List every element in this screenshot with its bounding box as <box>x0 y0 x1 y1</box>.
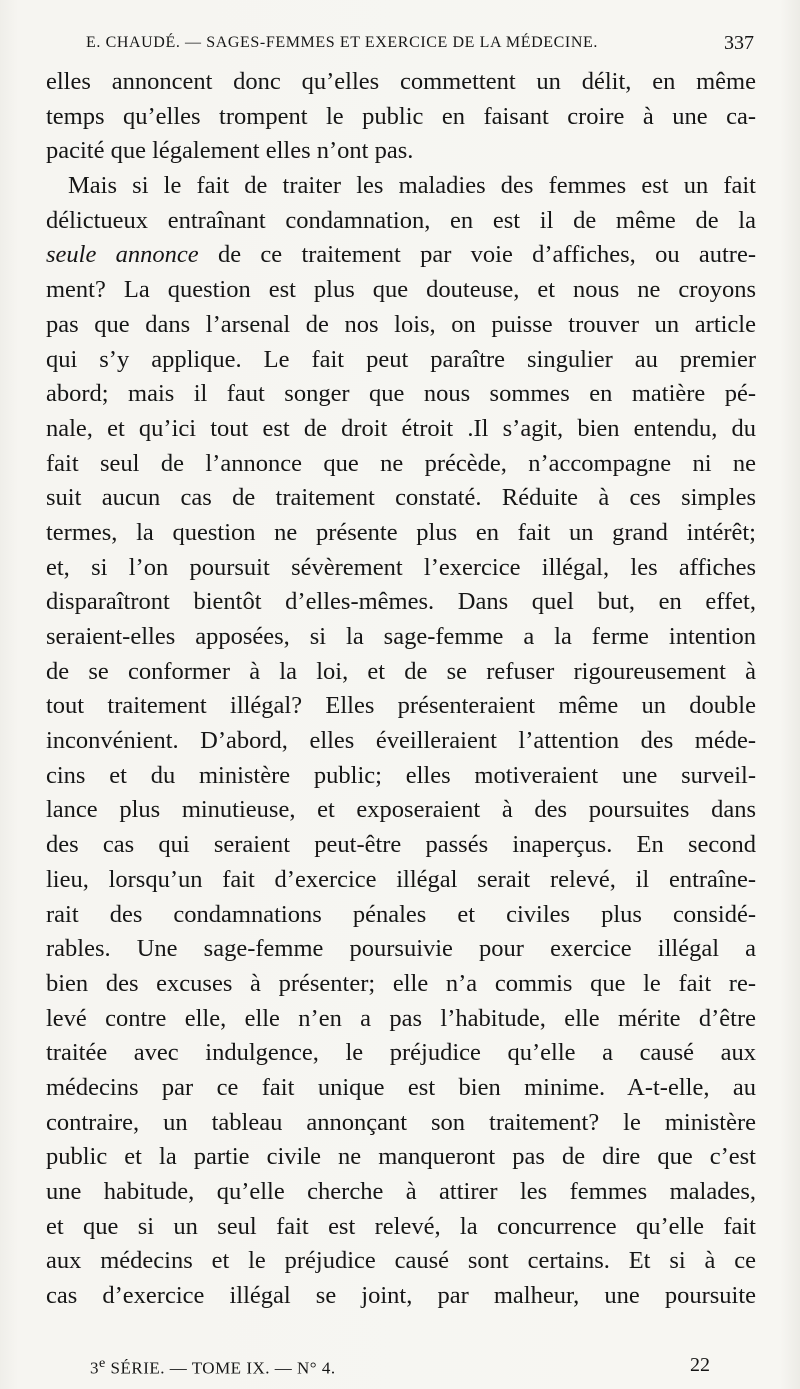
text-line: temps qu’elles trompent le public en faisant croire à une ca- <box>46 102 756 130</box>
text-fragment: de ce traitement par voie d’affiches, ou autre- <box>198 241 756 269</box>
text-line: disparaîtront bientôt d’elles-mêmes. Dans quel but, en effet, <box>46 588 756 616</box>
text-line: public et la partie civile ne manqueront pas de dire que c’est <box>46 1143 756 1171</box>
text-line: elles annoncent donc qu’elles commettent un délit, en même <box>46 68 756 95</box>
signature-mark <box>90 1355 336 1379</box>
text-line: lieu, lorsqu’un fait d’exercice illégal serait relevé, il entraîne- <box>46 865 756 893</box>
text-line <box>46 238 756 273</box>
italic-phrase: seule annonce <box>46 241 199 269</box>
text-line: des cas qui seraient peut-être passés inaperçus. En second <box>46 831 756 859</box>
series-number: 3 <box>90 1358 99 1378</box>
body-text <box>46 65 756 1314</box>
running-header <box>86 32 754 58</box>
text-line: pacité que légalement elles n’ont pas. <box>46 137 414 165</box>
text-line: traitée avec indulgence, le préjudice qu’elle a causé aux <box>46 1039 756 1067</box>
signature-rest: SÉRIE. — TOME IX. — N° 4. <box>105 1358 336 1378</box>
text-line: fait seul de l’annonce que ne précède, n’accompagne ni ne <box>46 449 756 477</box>
text-line: et que si un seul fait est relevé, la concurrence qu’elle fait <box>46 1212 756 1240</box>
text-line: lance plus minutieuse, et exposeraient à des poursuites dans <box>46 796 756 824</box>
text-line: de se conformer à la loi, et de se refuser rigoureusement à <box>46 657 756 685</box>
text-line: levé contre elle, elle n’en a pas l’habitude, elle mérite d’être <box>46 1004 756 1032</box>
text-line: cins et du ministère public; elles motiveraient une surveil- <box>46 761 756 789</box>
text-line: qui s’y applique. Le fait peut paraître singulier au premier <box>46 345 756 373</box>
page-footer <box>90 1355 710 1381</box>
text-line: Mais si le fait de traiter les maladies des femmes est un fait <box>68 172 756 200</box>
text-line: cas d’exercice illégal se joint, par malheur, une poursuite <box>46 1282 756 1310</box>
text-line: délictueux entraînant condamnation, en est il de même de la <box>46 206 756 234</box>
sheet-number: 22 <box>690 1354 710 1376</box>
text-line: suit aucun cas de traitement constaté. Réduite à ces simples <box>46 484 756 512</box>
series-superscript: e <box>99 1355 106 1371</box>
text-line: seraient-elles apposées, si la sage-femme a la ferme intention <box>46 623 756 650</box>
text-line: tout traitement illégal? Elles présenteraient même un double <box>46 692 756 720</box>
text-line: rables. Une sage-femme poursuivie pour exercice illégal a <box>46 935 756 963</box>
text-line: ment? La question est plus que douteuse, et nous ne croyons <box>46 276 756 304</box>
text-line: termes, la question ne présente plus en fait un grand intérêt; <box>46 518 756 546</box>
text-line: une habitude, qu’elle cherche à attirer les femmes malades, <box>46 1178 756 1205</box>
text-line: nale, et qu’ici tout est de droit étroit .Il s’agit, bien entendu, du <box>46 414 756 442</box>
text-line: rait des condamnations pénales et civiles plus considé- <box>46 900 756 928</box>
text-line: contraire, un tableau annonçant son traitement? le ministère <box>46 1108 756 1136</box>
text-line: et, si l’on poursuit sévèrement l’exercice illégal, les affiches <box>46 553 756 581</box>
running-title: E. CHAUDÉ. — SAGES-FEMMES ET EXERCICE DE LA MÉDECINE. <box>86 34 598 51</box>
text-line: bien des excuses à présenter; elle n’a commis que le fait re- <box>46 969 756 997</box>
text-line: pas que dans l’arsenal de nos lois, on puisse trouver un article <box>46 310 756 338</box>
text-line: abord; mais il faut songer que nous sommes en matière pé- <box>46 380 756 408</box>
text-line: médecins par ce fait unique est bien minime. A-t-elle, au <box>46 1073 756 1101</box>
text-line: aux médecins et le préjudice causé sont certains. Et si à ce <box>46 1247 756 1275</box>
page-number: 337 <box>724 32 754 54</box>
text-line: inconvénient. D’abord, elles éveilleraient l’attention des méde- <box>46 727 756 755</box>
